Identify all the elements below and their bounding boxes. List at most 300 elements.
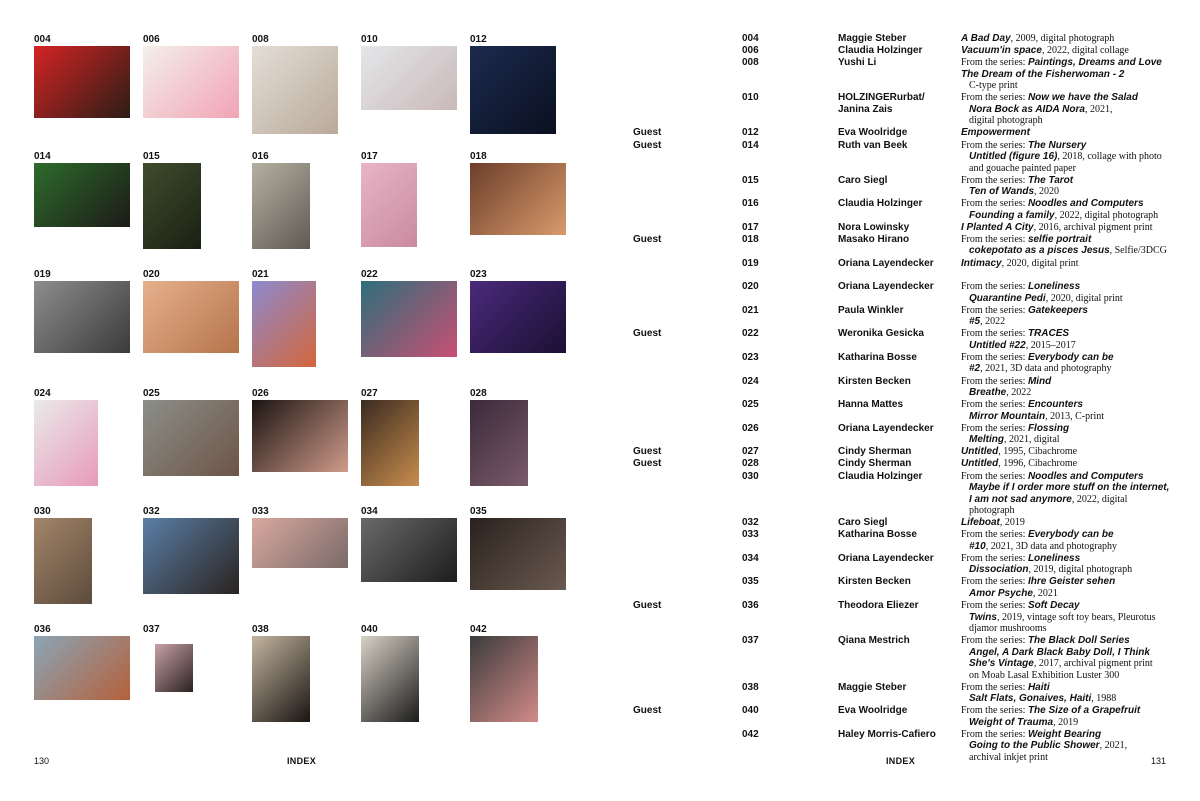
work-detail: , 2021, 3D data and photography [980,363,1112,375]
photo-image [470,281,566,353]
photo-image [361,636,419,722]
description-line [961,729,1176,741]
photo-image [470,163,566,235]
description-line [961,411,1176,423]
entry-number: 025 [742,399,759,411]
entry-number: 022 [742,328,759,340]
work-description [961,328,1176,351]
work-title: Dissociation [969,564,1029,576]
work-description [961,305,1176,328]
thumbnail-number: 042 [470,624,487,635]
work-title: The Tarot [1027,174,1074,186]
photo-image [361,163,417,247]
work-title: Intimacy [961,257,1002,269]
work-title: Breathe [969,387,1007,398]
work-title: Untitled [961,458,999,470]
work-detail: From the series: [961,57,1028,69]
photo-image [143,46,239,118]
thumbnail-number: 016 [252,151,269,162]
work-title: Mirror Mountain [969,410,1046,422]
work-title: Everybody can be [1027,351,1114,363]
description-line [961,471,1176,483]
work-detail: From the series: [961,281,1028,293]
work-title: Noodles and Computers [1027,198,1144,210]
work-detail: , 2019, vintage soft toy bears, Pleurotus [996,611,1156,623]
work-title: Mind [1027,375,1052,387]
description-line [961,92,1176,104]
description-line [961,553,1176,565]
photo-image [143,163,201,249]
thumbnail-number: 024 [34,388,51,399]
work-description [961,92,1176,127]
artist-name: Oriana Layendecker [838,552,934,564]
artist-name: Qiana Mestrich [838,635,910,647]
description-line [961,104,1176,116]
description-line [961,45,1176,57]
guest-label: Guest [633,446,662,458]
work-title: I Planted A City [961,221,1034,233]
artist-name: Weronika Gesicka [838,328,924,340]
description-line [961,328,1176,340]
work-detail: From the series: [961,233,1028,245]
entry-number: 020 [742,281,759,293]
artist-name: Theodora Eliezer [838,600,919,611]
work-description [961,140,1176,175]
work-detail: digital photograph [969,115,1043,127]
work-title: Founding a family [969,209,1055,221]
description-line [961,399,1176,411]
description-line [961,69,1176,81]
page-number-left: 130 [34,756,50,766]
description-line [961,175,1176,187]
artist-name: Eva Woolridge [838,705,908,717]
description-line [961,210,1176,222]
photo-image [252,400,348,472]
description-line [961,717,1176,729]
artist-name: Caro Siegl [838,174,888,186]
work-description [961,635,1176,681]
work-description [961,198,1176,221]
artist-name: Claudia Holzinger [838,198,923,210]
description-line [961,163,1176,175]
description-line [961,423,1176,435]
work-title: Empowerment [961,127,1030,139]
artist-name: Claudia Holzinger [838,470,923,482]
work-description [961,222,1176,234]
work-title: Amor Psyche [969,587,1033,599]
photo-image [34,400,98,486]
work-description [961,57,1176,92]
work-title: Noodles and Computers [1027,470,1144,482]
artist-name: Kirsten Becken [838,576,911,588]
work-description [961,234,1176,257]
work-detail: archival inkjet print [969,751,1048,763]
description-line [961,352,1176,364]
work-detail: , 1995, Cibachrome [998,446,1078,458]
description-line [961,363,1176,375]
work-title: Untitled (figure 16) [969,151,1058,162]
work-title: The Dream of the Fisherwoman - 2 [961,68,1125,80]
work-title: Nora Bock as AIDA Nora [969,103,1085,115]
right-page [600,0,1200,801]
entry-number: 028 [742,458,759,470]
work-title: Now we have the Salad [1027,92,1138,104]
entry-number: 014 [742,139,759,151]
artist-name: Claudia Holzinger [838,45,923,57]
artist-name: Cindy Sherman [838,446,912,458]
work-description [961,682,1176,705]
work-title: Encounters [1027,399,1083,411]
entry-number: 019 [742,257,759,269]
thumbnail-number: 037 [143,624,160,635]
description-line [961,446,1176,458]
work-detail: , 1988 [1091,693,1117,705]
thumbnail-number: 014 [34,151,51,162]
artist-name: Paula Winkler [838,304,904,316]
work-detail: , 2021, [1099,740,1128,752]
work-detail: From the series: [961,600,1028,611]
work-description [961,258,1176,270]
photo-image [34,281,130,353]
work-title: Weight Bearing [1027,728,1102,740]
entry-number: 006 [742,45,759,57]
description-line [961,281,1176,293]
thumbnail-number: 018 [470,151,487,162]
work-detail: From the series: [961,351,1028,363]
thumbnail-number: 036 [34,624,51,635]
guest-label: Guest [633,458,662,470]
work-detail: , 1996, Cibachrome [998,458,1078,470]
thumbnail-number: 015 [143,151,160,162]
work-detail: From the series: [961,304,1028,316]
entry-number: 034 [742,552,759,564]
work-title: The Black Doll Series [1027,635,1130,647]
work-detail: on Moab Lasal Exhibition Luster 300 [969,669,1120,681]
thumbnail-number: 026 [252,388,269,399]
artist-name: Maggie Steber [838,33,907,44]
work-description [961,352,1176,375]
work-detail: From the series: [961,470,1028,482]
guest-label: Guest [633,600,662,611]
guest-label: Guest [633,127,662,139]
work-detail: From the series: [961,174,1028,186]
work-detail: , 2019 [999,517,1025,529]
work-description [961,423,1176,446]
description-line [961,564,1176,576]
guest-label: Guest [633,233,662,245]
work-title: Flossing [1027,422,1070,434]
photo-image [143,518,239,594]
description-line [961,305,1176,317]
thumbnail-number: 021 [252,269,269,280]
description-line [961,529,1176,541]
work-detail: , 2021, [1084,103,1113,115]
thumbnail-number: 019 [34,269,51,280]
entry-number: 024 [742,375,759,387]
description-line [961,494,1176,506]
artist-name: Eva Woolridge [838,127,908,139]
work-title: #5 [969,316,981,328]
thumbnail-number: 022 [361,269,378,280]
work-description [961,705,1176,728]
work-description [961,576,1176,599]
photo-image [361,518,457,582]
work-title: Quarantine Pedi [969,292,1046,304]
work-detail: From the series: [961,529,1028,541]
entry-number: 004 [742,33,759,44]
photo-image [470,400,528,486]
entry-number: 033 [742,529,759,541]
work-title: Ten of Wands [969,186,1034,198]
work-title: Loneliness [1027,552,1081,564]
photo-image [470,636,538,722]
entry-number: 030 [742,470,759,482]
photo-image [155,644,193,692]
work-title: I am not sad anymore [969,493,1072,505]
entry-number: 018 [742,233,759,245]
description-line [961,127,1176,139]
description-line [961,258,1176,270]
work-title: #2 [969,363,981,375]
entry-number: 032 [742,517,759,529]
description-line [961,505,1176,517]
work-detail: , 2020, digital print [1045,292,1123,304]
description-line [961,434,1176,446]
photo-image [252,46,338,134]
work-title: Untitled [961,446,999,458]
work-detail: , 2017, archival pigment print [1033,658,1153,670]
description-line [961,600,1176,612]
description-line [961,293,1176,305]
guest-label: Guest [633,705,662,717]
work-title: The Size of a Grapefruit [1027,705,1141,717]
work-description [961,175,1176,198]
guest-label: Guest [633,328,662,340]
description-line [961,482,1176,494]
work-detail: , 2021, digital [1004,434,1060,446]
work-detail: From the series: [961,728,1028,740]
entry-number: 012 [742,127,759,139]
artist-name: Caro Siegl [838,517,888,529]
thumbnail-number: 038 [252,624,269,635]
work-detail: , 2022 [1006,387,1032,398]
photo-image [470,46,556,134]
artist-name: Kirsten Becken [838,375,911,387]
work-detail: From the series: [961,552,1028,564]
description-line [961,115,1176,127]
description-line [961,682,1176,694]
entry-number: 036 [742,600,759,611]
description-line [961,376,1176,388]
description-line [961,245,1176,257]
thumbnail-number: 008 [252,34,269,45]
description-line [961,517,1176,529]
thumbnail-number: 040 [361,624,378,635]
thumbnail-number: 010 [361,34,378,45]
photo-image [361,46,457,110]
photo-image [34,636,130,700]
work-detail: photograph [969,505,1015,516]
work-detail: , 2009, digital photograph [1010,33,1115,44]
description-line [961,316,1176,328]
thumbnail-number: 035 [470,506,487,517]
photo-image [143,400,239,476]
work-detail: , 2020 [1034,186,1059,198]
work-title: Haiti [1027,681,1050,693]
work-detail: , 2022 [980,316,1006,328]
description-line [961,186,1176,198]
thumbnail-number: 028 [470,388,487,399]
description-line [961,234,1176,246]
description-line [961,57,1176,69]
work-title: Going to the Public Shower [969,740,1100,752]
description-line [961,387,1176,399]
work-title: The Nursery [1027,139,1087,151]
entry-number: 035 [742,576,759,588]
work-detail: , Selfie/3DCG [1109,245,1167,257]
work-detail: , 2020, digital print [1001,257,1079,269]
work-title: cokepotato as a pisces Jesus [969,245,1110,257]
description-line [961,340,1176,352]
work-title: She's Vintage [969,658,1034,670]
description-line [961,458,1176,470]
work-detail: From the series: [961,328,1028,340]
work-detail: From the series: [961,576,1028,588]
work-description [961,458,1176,470]
work-title: Loneliness [1027,281,1081,293]
entry-number: 042 [742,728,759,740]
photo-image [252,281,316,367]
work-title: Soft Decay [1027,600,1080,611]
description-line [961,647,1176,659]
photo-image [34,46,130,118]
artist-name: Oriana Layendecker [838,281,934,293]
artist-name: Katharina Bosse [838,351,917,363]
work-detail: From the series: [961,705,1028,717]
work-detail: From the series: [961,92,1028,104]
work-detail: , 2022, digital photograph [1054,209,1159,221]
description-line [961,635,1176,647]
work-detail: , 2021, 3D data and photography [985,540,1118,552]
entry-number: 010 [742,92,759,104]
work-description [961,127,1176,139]
entry-number: 015 [742,174,759,186]
description-line [961,705,1176,717]
artist-name: Haley Morris-Cafiero [838,728,936,740]
work-description [961,45,1176,57]
work-title: Weight of Trauma [969,716,1054,728]
work-detail: From the series: [961,681,1028,693]
work-description [961,376,1176,399]
photo-image [361,281,457,357]
photo-image [252,518,348,568]
work-title: Vacuum'in space [961,45,1042,57]
work-title: Gatekeepers [1027,304,1088,316]
running-head-left: INDEX [287,756,317,766]
description-line [961,693,1176,705]
work-description [961,281,1176,304]
work-description [961,529,1176,552]
work-description [961,729,1176,764]
entry-number: 040 [742,705,759,717]
work-detail: , 2013, C-print [1045,410,1104,422]
work-title: A Bad Day [961,33,1011,44]
entry-number: 016 [742,198,759,210]
work-description [961,399,1176,422]
artist-name: Yushi Li [838,57,877,69]
work-detail: , 2019 [1053,716,1079,728]
description-line [961,623,1176,635]
entry-number: 017 [742,221,759,233]
photo-image [252,636,310,722]
work-description [961,600,1176,635]
running-head-right: INDEX [886,756,916,766]
entry-number: 023 [742,351,759,363]
thumbnail-number: 034 [361,506,378,517]
entry-number: 008 [742,57,759,69]
thumbnail-number: 012 [470,34,487,45]
work-detail: C-type print [969,80,1018,92]
thumbnail-number: 027 [361,388,378,399]
description-line [961,198,1176,210]
photo-image [34,163,130,227]
work-title: Lifeboat [961,517,1000,529]
photo-image [361,400,419,486]
work-title: Ihre Geister sehen [1027,576,1116,588]
work-detail: , 2018, collage with photo [1057,151,1162,162]
photo-image [34,518,92,604]
description-line [961,670,1176,682]
work-detail: , 2022, digital collage [1041,45,1129,57]
work-detail: and gouache painted paper [969,162,1076,174]
work-detail: From the series: [961,375,1028,387]
description-line [961,588,1176,600]
work-title: Everybody can be [1027,529,1114,541]
description-line [961,80,1176,92]
work-detail: , 2015–2017 [1025,339,1076,351]
artist-name: Cindy Sherman [838,458,912,470]
photo-image [470,518,566,590]
thumbnail-number: 020 [143,269,160,280]
work-description [961,33,1176,45]
work-detail: , 2021 [1032,587,1058,599]
work-title: Paintings, Dreams and Love [1027,57,1162,69]
work-description [961,517,1176,529]
description-line [961,33,1176,45]
artist-name: Nora Lowinsky [838,221,910,233]
artist-name: Oriana Layendecker [838,422,934,434]
artist-name: Katharina Bosse [838,529,917,541]
thumbnail-number: 006 [143,34,160,45]
work-detail: From the series: [961,198,1028,210]
work-title: Twins [969,611,997,623]
work-description [961,471,1176,517]
work-title: selfie portrait [1027,233,1092,245]
entry-number: 027 [742,446,759,458]
entry-number: 026 [742,422,759,434]
work-detail: , 2019, digital photograph [1028,564,1133,576]
work-title: #10 [969,540,986,552]
artist-name: Maggie Steber [838,681,907,693]
work-title: TRACES [1027,328,1070,340]
work-detail: From the series: [961,399,1028,411]
work-description [961,446,1176,458]
thumbnail-number: 025 [143,388,160,399]
work-detail: From the series: [961,139,1028,151]
artist-name: Ruth van Beek [838,139,908,151]
description-line [961,612,1176,624]
entry-number: 038 [742,681,759,693]
